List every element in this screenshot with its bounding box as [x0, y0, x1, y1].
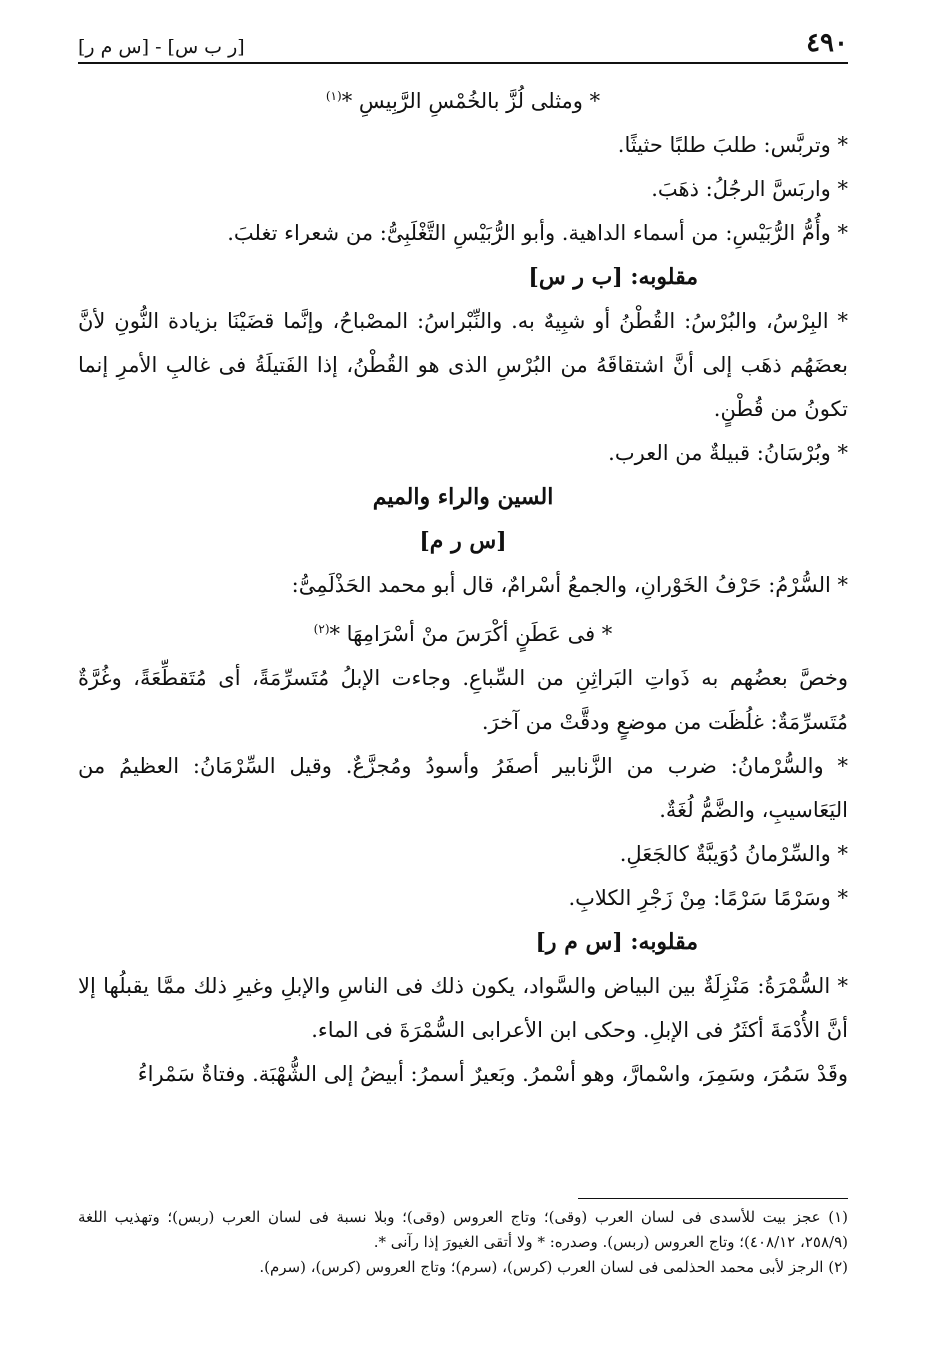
- root-heading: [س ر م]: [419, 528, 507, 554]
- section-heading: مقلوبه: [ب ر س]: [528, 264, 698, 290]
- running-head: [ر ب س] - [س م ر]: [78, 36, 245, 58]
- main-text: [78, 74, 848, 1096]
- footnote: (٢) الرجز لأبى محمد الحذلمى فى لسان العرب (كرس)، (سرم)؛ وتاج العروس (كرس)، (سرم).: [259, 1258, 848, 1276]
- footnote: (١) عجز بيت للأسدى فى لسان العرب (وقى)؛ وتاج العروس (وقى)؛ وبلا نسبة فى لسان العرب (ربس)؛ وتهذيب اللغة (٢٥٨/٩، ٤٠٨/١٢)؛ وتاج العروس (ربس). وصدره: * ولا أتقى الغيورَ إذا رآنى *.: [78, 1208, 848, 1251]
- page: [78, 20, 848, 1096]
- chapter-heading: السين والراء والميم: [372, 484, 554, 510]
- entry-paragraph: وخصَّ بعضُهم به ذَواتِ البَراثِنِ من السِّباعِ. وجاءت الإبلُ مُتَسرِّمَةً، أى مُتَقطِّعَةً، وغُرَّةٌ مُتَسرِّمَةٌ: غلُظَت من موضعٍ ودقَّتْ من آخرَ.: [78, 666, 848, 734]
- entry-paragraph: * والسُّرْمانُ: ضرب من الزَّنابير أصفَرُ وأسودُ ومُجزَّعٌ. وقيل السِّرْمَانُ: العظيمُ من اليَعَاسيبِ، والضَّمُّ لُغَةٌ.: [78, 754, 848, 822]
- entry-paragraph: * وسَرْمًا سَرْمًا: مِنْ زَجْرِ الكلابِ.: [568, 886, 848, 910]
- entry-paragraph: * واربَسَّ الرجُلُ: ذهَبَ.: [651, 177, 848, 201]
- entry-paragraph: * وتربَّس: طلبَ طلبًا حثيثًا.: [617, 133, 848, 157]
- entry-paragraph: * السُّمْرَةُ: مَنْزِلَةٌ بين البياض والسَّواد، يكون ذلك فى الناسِ والإبلِ وغيرِ ذلك ممَّا يقبلُها إلا أنَّ الأُدْمَةَ أكثَرُ فى الإبلِ. وحكى ابن الأعرابى السُّمْرَةَ فى الماء.: [78, 974, 848, 1042]
- verse-line: * ومثلى لُزَّ بالخُمْسِ الرَّبِيسِ *$^{(١)}$: [325, 89, 601, 113]
- footnote-marker: (٢): [313, 622, 330, 636]
- footnote-divider: [578, 1198, 848, 1199]
- entry-paragraph: * وأُمُّ الرُّبَيْسِ: من أسماء الداهية. وأبو الرُّبَيْسِ التَّغْلَبِىُّ: من شعراء تغلبَ.: [227, 221, 848, 245]
- footnote-marker: (١): [325, 89, 342, 103]
- footnotes: [78, 1198, 848, 1280]
- entry-paragraph: * والسِّرْمانُ دُوَيبَّةٌ كالجَعَلِ.: [619, 842, 848, 866]
- entry-paragraph: * وبُرْسَانُ: قبيلةٌ من العرب.: [608, 441, 848, 465]
- section-heading: مقلوبه: [س م ر]: [535, 929, 698, 955]
- page-number: ٤٩٠: [806, 28, 848, 58]
- entry-paragraph: * البِرْسُ، والبُرْسُ: القُطْنُ أو شبِيهٌ به. والنِّبْراسُ: المصْباحُ، وإنَّما قضَيْنَا بزيادة النُّونِ لأنَّ بعضَهُم ذهَب إلى أنَّ اشتقاقَهُ من البُرْسِ الذى هو القُطْنُ، إذا الفَتيلَةُ فى غالبِ الأمرِ إنما تكونُ من قُطْنٍ.: [78, 309, 848, 421]
- verse-line: * فى عَطَنٍ أكْرَسَ منْ أسْرَامِهَا *$^{(٢)}$: [313, 622, 613, 646]
- page-header: [78, 20, 848, 64]
- entry-paragraph: * السُّرْمُ: حَرْفُ الخَوْرانِ، والجمعُ أسْرامٌ، قال أبو محمد الحَذْلَمِىُّ:: [291, 573, 848, 597]
- entry-paragraph: وقَدْ سَمُرَ، وسَمِرَ، واسْمارَّ، وهو أسْمرُ. وبَعيرٌ أسمرُ: أبيضُ إلى الشُّهْبَة. وفتاةٌ سَمْراءُ: [137, 1062, 848, 1086]
